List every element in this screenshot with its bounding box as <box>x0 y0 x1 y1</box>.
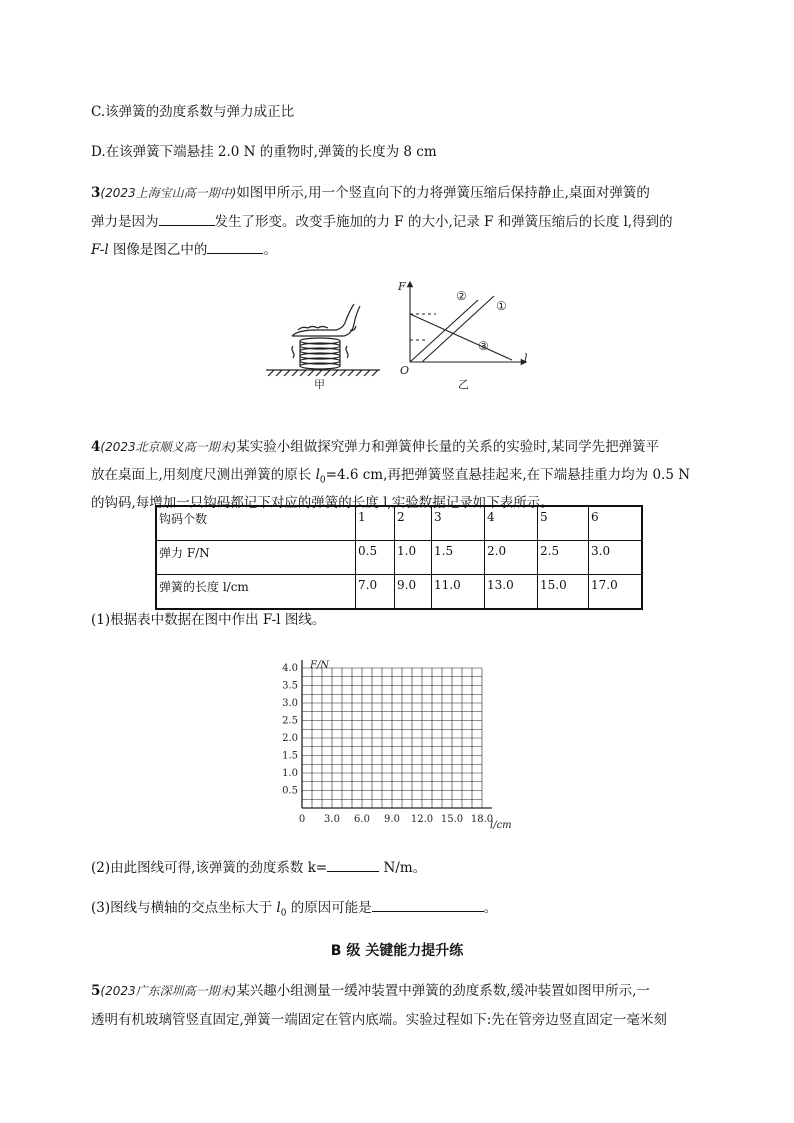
q4-sub3b: 的原因可能是 <box>286 900 372 916</box>
x-tick-label: 3.0 <box>324 814 340 825</box>
q3-source: (2023上海宝山高一期中) <box>100 186 237 200</box>
table-cell: 钩码个数 <box>156 506 356 541</box>
table-cell: 15.0 <box>538 575 589 610</box>
q4-sub2b: N/m。 <box>379 860 427 876</box>
grid-x-label: l/cm <box>490 820 512 831</box>
q4-source: (2023北京顺义高一期末) <box>100 440 237 454</box>
q5-line1 <box>91 981 650 1001</box>
table-cell: 9.0 <box>395 575 432 610</box>
q5-text1: 某兴趣小组测量一缓冲装置中弹簧的劲度系数,缓冲装置如图甲所示,一 <box>236 983 650 999</box>
grid-chart[interactable] <box>268 658 518 836</box>
q4-text2b: =4.6 cm,再把弹簧竖直悬挂起来,在下端悬挂重力均为 0.5 N <box>325 467 691 483</box>
line-3 <box>410 314 512 360</box>
q3-line1 <box>91 183 650 203</box>
q4-l0: l <box>315 467 320 483</box>
table-cell: 5 <box>538 506 589 541</box>
grid-lines <box>302 660 492 808</box>
table-cell: 4 <box>485 506 538 541</box>
fig-yi-label: 乙 <box>458 378 469 390</box>
y-tick-label: 1.0 <box>282 768 298 779</box>
table-cell: 7.0 <box>356 575 395 610</box>
data-table <box>155 505 643 610</box>
x-tick-label: 6.0 <box>354 814 370 825</box>
table-cell: 1.5 <box>432 541 485 575</box>
table-cell: 13.0 <box>485 575 538 610</box>
axis-f-label: F <box>398 280 406 293</box>
q5-source: (2023广东深圳高一期末) <box>100 984 237 998</box>
table-cell: 弹力 F/N <box>156 541 356 575</box>
table-row <box>156 506 642 541</box>
figure-jia <box>258 300 388 390</box>
q4-sub3 <box>91 897 497 924</box>
table-cell: 0.5 <box>356 541 395 575</box>
section-b-heading: B 级 关键能力提升练 <box>330 943 464 959</box>
q4-l0-sub: 0 <box>319 475 326 486</box>
q5-number: 5 <box>91 983 101 999</box>
table-cell: 3.0 <box>589 541 643 575</box>
fig-jia-label: 甲 <box>314 378 325 390</box>
q3-text2a: 弹力是因为 <box>91 214 159 230</box>
x-tick-label: 0 <box>298 814 306 825</box>
table-cell: 6 <box>589 506 643 541</box>
compressed-spring <box>300 338 340 369</box>
q3-blank1[interactable] <box>159 211 215 226</box>
q4-sub2a: (2)由此图线可得,该弹簧的劲度系数 k= <box>91 860 328 876</box>
y-tick-labels <box>282 663 298 797</box>
x-tick-label: 18.0 <box>470 814 494 825</box>
q3-text1: 如图甲所示,用一个竖直向下的力将弹簧压缩后保持静止,桌面对弹簧的 <box>236 185 650 201</box>
table-cell: 2.0 <box>485 541 538 575</box>
q4-sub2 <box>91 857 426 878</box>
table-cell: 1 <box>356 506 395 541</box>
q4-sub3-l0: l <box>276 900 281 916</box>
table-cell: 2 <box>395 506 432 541</box>
table-cell: 11.0 <box>432 575 485 610</box>
q4-blank-reason[interactable] <box>372 897 484 912</box>
table-cell: 3 <box>432 506 485 541</box>
hand-icon <box>292 304 360 336</box>
q4-line1 <box>91 437 659 457</box>
q4-sub3c: 。 <box>483 900 498 916</box>
option-d: D.在该弹簧下端悬挂 2.0 N 的重物时,弹簧的长度为 8 cm <box>91 144 437 160</box>
y-tick-label: 2.0 <box>282 733 298 744</box>
q3-line3 <box>91 239 277 260</box>
figure-yi <box>396 278 536 390</box>
q3-line2 <box>91 211 673 232</box>
label-2: ② <box>456 289 467 303</box>
table-cell: 17.0 <box>589 575 643 610</box>
y-tick-label: 4.0 <box>282 663 298 674</box>
q3-text2b: 发生了形变。改变手施加的力 F 的大小,记录 F 和弹簧压缩后的长度 l,得到的 <box>214 214 673 230</box>
y-tick-label: 3.5 <box>282 680 298 692</box>
table-cell: 1.0 <box>395 541 432 575</box>
q4-blank-k[interactable] <box>327 857 379 872</box>
q4-line3: 的钩码,每增加一只钩码都记下对应的弹簧的长度 l,实验数据记录如下表所示。 <box>91 495 554 511</box>
q3-text3a: F-l <box>91 242 109 258</box>
y-tick-label: 3.0 <box>282 698 298 709</box>
table-row <box>156 575 642 610</box>
q4-sub1: (1)根据表中数据在图中作出 F-l 图线。 <box>91 612 326 628</box>
table-hatch <box>268 370 378 376</box>
y-tick-label: 0.5 <box>282 785 298 797</box>
q3-blank2[interactable] <box>207 239 263 254</box>
q4-sub3-l0-sub: 0 <box>280 908 287 919</box>
y-tick-label: 1.5 <box>282 750 298 762</box>
q4-number: 4 <box>91 439 101 455</box>
q5-line2: 透明有机玻璃管竖直固定,弹簧一端固定在管内底端。实验过程如下:先在管旁边竖直固定一毫米刻 <box>91 1012 667 1028</box>
y-tick-label: 2.5 <box>282 715 298 727</box>
label-1: ① <box>496 299 507 313</box>
table-cell: 弹簧的长度 l/cm <box>156 575 356 610</box>
line-2 <box>410 300 478 362</box>
q4-text1: 某实验小组做探究弹力和弹簧伸长量的关系的实验时,某同学先把弹簧平 <box>236 439 660 455</box>
table-row <box>156 541 642 575</box>
q4-sub3a: (3)图线与横轴的交点坐标大于 <box>91 900 277 916</box>
origin-label: O <box>400 364 410 377</box>
q4-text2a: 放在桌面上,用刻度尺测出弹簧的原长 <box>91 467 316 483</box>
q3-text3c: 。 <box>263 242 277 258</box>
table-cell: 2.5 <box>538 541 589 575</box>
grid-y-label: F/N <box>310 660 330 671</box>
x-tick-labels <box>299 814 493 825</box>
q3-text3b: 图像是图乙中的 <box>108 242 208 258</box>
axis-l-label: l <box>524 352 528 365</box>
q4-line2 <box>91 465 690 491</box>
q3-number: 3 <box>91 185 101 201</box>
x-tick-label: 9.0 <box>384 814 400 825</box>
option-c: C.该弹簧的劲度系数与弹力成正比 <box>91 104 295 120</box>
x-tick-label: 15.0 <box>440 814 464 825</box>
label-3: ③ <box>478 339 489 353</box>
x-tick-label: 12.0 <box>410 814 434 825</box>
